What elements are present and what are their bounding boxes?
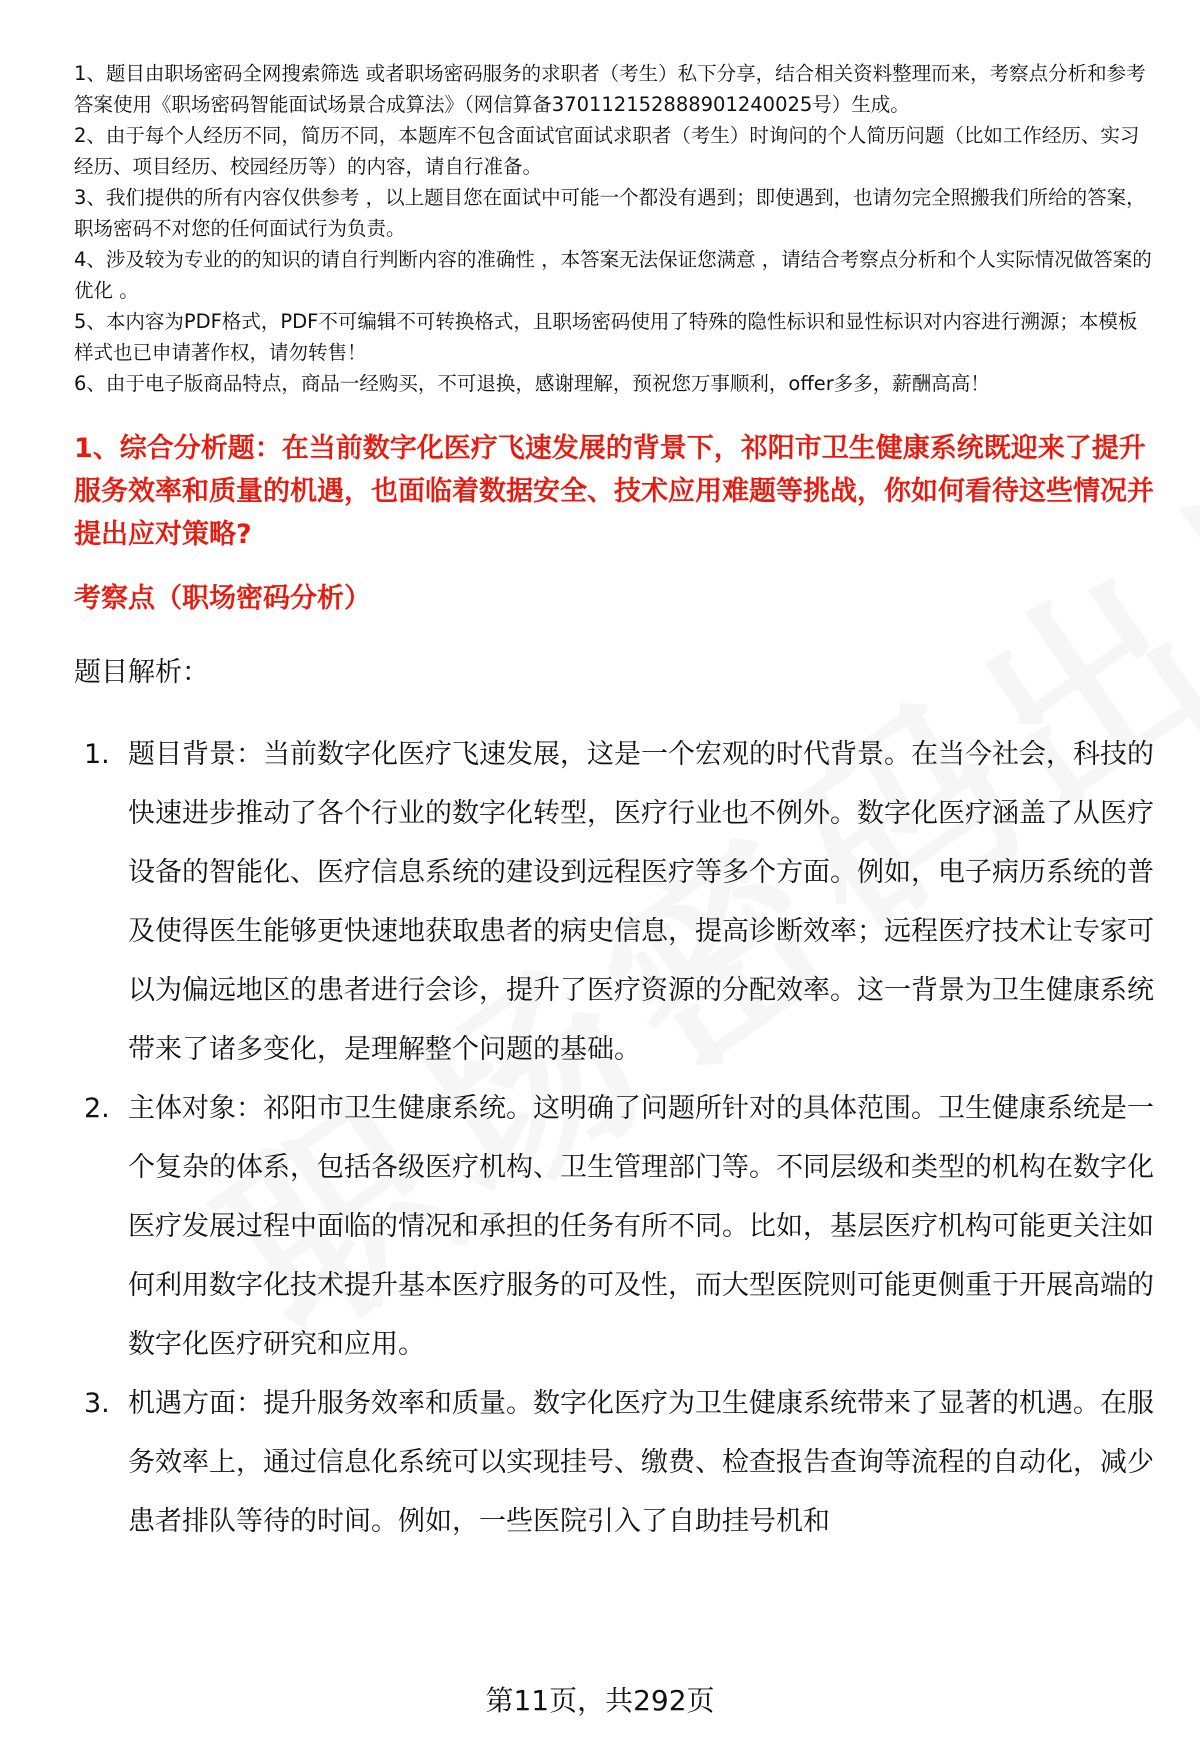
note-item: 2、由于每个人经历不同，简历不同，本题库不包含面试官面试求职者（考生）时询问的个人简历问题（比如工作经历、实习经历、项目经历、校园经历等）的内容，请自行准备。 (74, 124, 1140, 178)
list-item-number: 1. (84, 739, 110, 770)
list-item-number: 2. (84, 1093, 110, 1124)
section-subheading: 题目解析： (74, 657, 209, 688)
list-item-text: 机遇方面：提升服务效率和质量。数字化医疗为卫生健康系统带来了显著的机遇。在服务效率上，通过信息化系统可以实现挂号、缴费、检查报告查询等流程的自动化，减少患者排队等待的时间。例如，一些医院引入了自助挂号机和 (128, 1388, 1154, 1537)
list-item-text: 题目背景：当前数字化医疗飞速发展，这是一个宏观的时代背景。在当今社会，科技的快速进步推动了各个行业的数字化转型，医疗行业也不例外。数字化医疗涵盖了从医疗设备的智能化、医疗信息系统的建设到远程医疗等多个方面。例如，电子病历系统的普及使得医生能够更快速地获取患者的病史信息，提高诊断效率；远程医疗技术让专家可以为偏远地区的患者进行会诊，提升了医疗资源的分配效率。这一背景为卫生健康系统带来了诸多变化，是理解整个问题的基础。 (128, 739, 1154, 1065)
list-item (74, 725, 1154, 1079)
note-item: 1、题目由职场密码全网搜索筛选 或者职场密码服务的求职者（考生）私下分享，结合相关资料整理而来，考察点分析和参考答案使用《职场密码智能面试场景合成算法》（网信算备370112152888901240025号）生成。 (74, 62, 1146, 116)
list-item (74, 1374, 1154, 1551)
note-item: 4、涉及较为专业的的知识的请自行判断内容的准确性 ，本答案无法保证您满意 ，请结合考察点分析和个人实际情况做答案的优化 。 (74, 248, 1152, 302)
disclaimer-notes (74, 58, 1154, 399)
note-item: 5、本内容为PDF格式，PDF不可编辑不可转换格式，且职场密码使用了特殊的隐性标识和显性标识对内容进行溯源；本模板样式也已申请著作权，请勿转售！ (74, 310, 1138, 364)
page-number: 第11页，共292页 (485, 1684, 715, 1717)
section-heading: 考察点（职场密码分析） (74, 583, 371, 614)
list-item-number: 3. (84, 1388, 110, 1419)
note-item: 6、由于电子版商品特点，商品一经购买，不可退换，感谢理解，预祝您万事顺利，offer多多，薪酬高高！ (74, 372, 990, 395)
note-item: 3、我们提供的所有内容仅供参考 ，以上题目您在面试中可能一个都没有遇到；即使遇到，也请勿完全照搬我们所给的答案，职场密码不对您的任何面试行为负责。 (74, 186, 1146, 240)
question-title: 1、综合分析题：在当前数字化医疗飞速发展的背景下，祁阳市卫生健康系统既迎来了提升服务效率和质量的机遇，也面临着数据安全、技术应用难题等挑战，你如何看待这些情况并提出应对策略? (74, 433, 1154, 550)
analysis-list (74, 725, 1154, 1551)
document-body (74, 58, 1154, 1551)
list-item (74, 1079, 1154, 1374)
list-item-text: 主体对象：祁阳市卫生健康系统。这明确了问题所针对的具体范围。卫生健康系统是一个复杂的体系，包括各级医疗机构、卫生管理部门等。不同层级和类型的机构在数字化医疗发展过程中面临的情况和承担的任务有所不同。比如，基层医疗机构可能更关注如何利用数字化技术提升基本医疗服务的可及性，而大型医院则可能更侧重于开展高端的数字化医疗研究和应用。 (128, 1093, 1154, 1360)
